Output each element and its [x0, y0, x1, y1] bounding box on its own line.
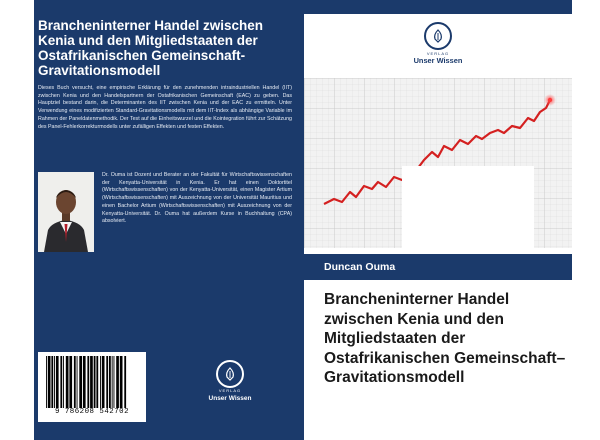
- publisher-name: Unser Wissen: [208, 395, 252, 402]
- cover-illustration: [304, 78, 572, 248]
- author-name: Duncan Ouma: [304, 254, 572, 280]
- front-top-band: [304, 0, 572, 14]
- publisher-tag: VERLAG: [218, 388, 242, 393]
- book-emblem-icon: [216, 360, 244, 388]
- publisher-logo-front: [398, 22, 478, 65]
- isbn-number: 9 786208 542702: [54, 408, 130, 416]
- publisher-name: Unser Wissen: [413, 56, 463, 65]
- publisher-logo-back: [194, 360, 266, 402]
- book-emblem-icon: [424, 22, 452, 50]
- back-cover-title: Brancheninterner Handel zwischen Kenia und den Mitgliedstaaten der Ostafrikanischen Gemeinschaft-Gravitationsmodell: [38, 18, 264, 78]
- author-biography: Dr. Ouma ist Dozent und Berater an der Fakultät für Wirtschaftswissenschaften der Kenyatta-Universität in Kenia. Er hat einen Doktortitel (Wirtschaftswissenschaften) von der Kenyatta-Universität, einen Magister Artium (Wirtschaftswissenschaften) mit Auszeichnung von der Universität Mauritius und einen Bachelor Artium (Wirtschaftswissenschaften) mit Auszeichnung von der Kenyatta-Universität. Dr. Ouma hat außerdem Kurse in Buchhaltung (CPA) absolviert.: [102, 172, 292, 225]
- publisher-tag: VERLAG: [426, 51, 450, 56]
- author-photo: [38, 172, 94, 252]
- book-spine: [296, 0, 304, 440]
- barcode-bars: [44, 356, 140, 408]
- book-title: Brancheninterner Handel zwischen Kenia und den Mitgliedstaaten der Ostafrikanischen Gemeinschaft– Gravitationsmodell: [324, 291, 566, 386]
- back-cover: [34, 0, 296, 440]
- isbn-barcode: [38, 352, 146, 422]
- front-cover: [304, 0, 572, 440]
- back-cover-abstract: Dieses Buch versucht, eine empirische Erklärung für den zunehmenden intraindustriellen Handel (IIT) zwischen Kenia und den Handelspartnern der Ostafrikanischen Gemeinschaft (EAC) zu geben. Das Hauptziel bestand darin, die Determinanten des IIT zwischen Kenia und der EAC zu ermitteln. Unter Verwendung eines modifizierten Standard-Gravitationsmodells mit dem IIT-Index als abhängige Variable im Rahmen der Paneldatenmethodik. Der Test auf die Einheitswurzel und die Kointegration führt zur Schätzung des Panel-Fehlerkorrekturmodells unter zufälligen Effekten und festen Effekten.: [38, 85, 292, 130]
- rising-trend-line-icon: [304, 78, 572, 248]
